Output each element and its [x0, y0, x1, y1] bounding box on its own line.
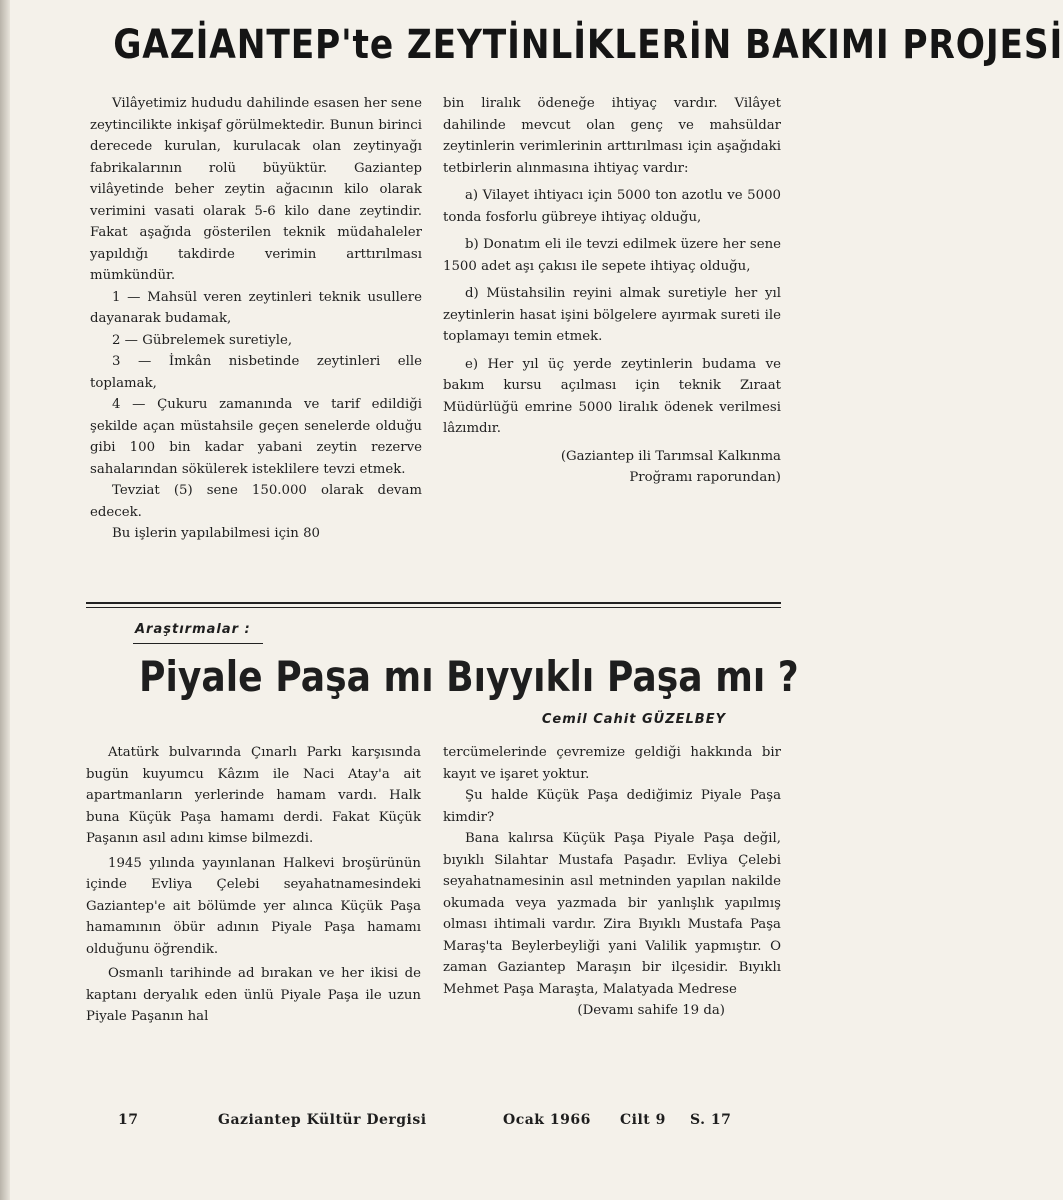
article2-paragraph: Şu halde Küçük Paşa dediğimiz Piyale Paşa kimdir? — [443, 788, 781, 825]
article2-paragraph: tercümelerinde çevremize geldiği hakkında bir kayıt ve işaret yoktur. — [443, 745, 781, 782]
article1-left-column — [90, 93, 422, 545]
article1-list-item: 4 — Çukuru zamanında ve tarif edildiği şekilde açan müstahsile geçen senelerde olduğu gibi 100 bin kadar yabani zeytin rezerve sahalarından sökülerek isteklilere tevzi etmek. — [90, 397, 422, 477]
article1-cost: Bu işlerin yapılabilmesi için 80 — [112, 526, 321, 541]
article2-paragraph: Osmanlı tarihinde ad bırakan ve her ikisi de kaptanı deryalık eden ünlü Piyale Paşa ile uzun Piyale Paşanın hal — [86, 966, 421, 1024]
article2-headline: Piyale Paşa mı Bıyyıklı Paşa mı ? — [139, 652, 799, 701]
article1-continued-paragraph: bin liralık ödeneğe ihtiyaç vardır. Vilâyet dahilinde mevcut olan genç ve mahsüldar zeytinlerin verimlerinin arttırılması için aşağıdaki tetbirlerin alınmasına ihtiyaç vardır: — [443, 96, 781, 176]
footer-volume: Cilt 9 — [620, 1112, 666, 1128]
article2-left-column — [86, 742, 421, 1028]
article1-measure-item: d) Müstahsilin reyini almak suretiyle her yıl zeytinlerin hasat işini bölgelere ayırmak sureti ile toplamayı temin etmek. — [443, 286, 781, 344]
article2-author: Cemil Cahit GÜZELBEY — [541, 712, 726, 727]
section-divider-rule-thin — [86, 607, 781, 608]
article1-list-item: 3 — İmkân nisbetinde zeytinleri elle toplamak, — [90, 354, 422, 391]
section-divider-rule — [86, 602, 781, 604]
section-label-underline — [133, 643, 263, 644]
article1-intro: Vilâyetimiz hududu dahilinde esasen her sene zeytincilikte inkişaf görülmektedir. Bunun birinci derecede kurulan, kurulacak olan zeytinyağı fabrikalarının rolü büyüktür. Gaziantep vilâyetinde beher zeytin ağacının kilo olarak verimini vasati olarak 5-6 kilo dane zeytindir. Fakat aşağıda gösterilen teknik müdahaleler yapıldığı takdirde verimin arttırılması mümkündür. — [90, 96, 422, 283]
section-label: Araştırmalar : — [135, 622, 251, 637]
article2-paragraph: 1945 yılında yayınlanan Halkevi broşürünün içinde Evliya Çelebi seyahatnamesindeki Gaziantep'e ait bölümde yer alınca Küçük Paşa hamamının öbür adının Piyale Paşa hamamı olduğunu öğrendik. — [86, 855, 421, 957]
footer-issue: S. 17 — [690, 1112, 732, 1128]
article1-tevziat: Tevziat (5) sene 150.000 olarak devam edecek. — [90, 483, 422, 520]
article2-paragraph: Bana kalırsa Küçük Paşa Piyale Paşa değil, bıyıklı Silahtar Mustafa Paşadır. Evliya Çelebi seyahatnamesinin asıl metninden yapılan nakilde okumada veya yazmada bir yanlışlık yapılmış olması ihtimali vardır. Zira Bıyıklı Mustafa Paşa Maraş'ta Beylerbeyliği yani Valilik yapmıştır. O zaman Gaziantep Maraşın bir ilçesidir. Bıyıklı Mehmet Paşa Maraşta, Malatyada Medrese — [443, 831, 781, 997]
footer-journal-name: Gaziantep Kültür Dergisi — [218, 1112, 427, 1128]
article1-measure-item: a) Vilayet ihtiyacı için 5000 ton azotlu ve 5000 tonda fosforlu gübreye ihtiyaç olduğu, — [443, 188, 781, 225]
footer-date: Ocak 1966 — [503, 1112, 591, 1128]
article1-list-item: 1 — Mahsül veren zeytinleri teknik usullere dayanarak budamak, — [90, 289, 422, 326]
article1-right-column — [443, 93, 781, 489]
article2-continued-note: (Devamı sahife 19 da) — [577, 1003, 725, 1018]
article1-source-note: (Gaziantep ili Tarımsal Kalkınma Proğramı raporundan) — [560, 448, 781, 485]
article1-measure-item: e) Her yıl üç yerde zeytinlerin budama ve bakım kursu açılması için teknik Zıraat Müdürlüğü emrine 5000 liralık ödenek verilmesi lâzımdır. — [443, 356, 781, 436]
article2-paragraph: Atatürk bulvarında Çınarlı Parkı karşısında bugün kuyumcu Kâzım ile Naci Atay'a ait apartmanların yerlerinde hamam vardı. Halk buna Küçük Paşa hamamı derdi. Fakat Küçük Paşanın asıl adını kimse bilmezdi. — [86, 745, 421, 846]
page-binding-edge — [0, 0, 10, 1200]
article1-list-item: 2 — Gübrelemek suretiyle, — [112, 332, 293, 348]
article2-right-column — [443, 742, 781, 1022]
article-headline: GAZİANTEP'te ZEYTİNLİKLERİN BAKIMI PROJESİ — [113, 22, 1063, 68]
footer-page-number: 17 — [118, 1112, 139, 1128]
article1-measure-item: b) Donatım eli ile tevzi edilmek üzere her sene 1500 adet aşı çakısı ile sepete ihtiyaç olduğu, — [443, 237, 781, 274]
